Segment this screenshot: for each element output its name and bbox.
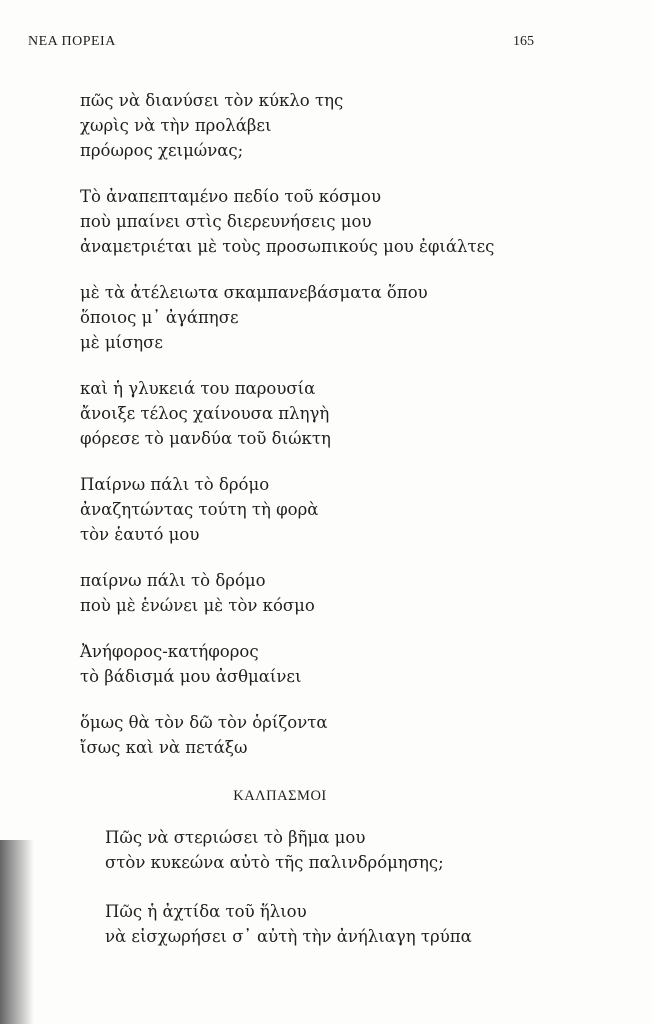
poem-line: ἀναμετριέται μὲ τοὺς προσωπικούς μου ἐφιάλτες	[80, 237, 495, 256]
poem-line: μὲ μίσησε	[80, 333, 163, 352]
poem-line: καὶ ἡ γλυκειά του παρουσία	[80, 379, 316, 398]
poem-line: χωρὶς νὰ τὴν προλάβει	[80, 116, 272, 135]
poem-line: ὅποιος μ᾿ ἀγάπησε	[80, 308, 239, 327]
poem-line: φόρεσε τὸ μανδύα τοῦ διώκτη	[80, 429, 331, 448]
stanza	[105, 899, 625, 949]
poem-line: παίρνω πάλι τὸ δρόμο	[80, 571, 266, 590]
poem-line: πρόωρος χειμώνας;	[80, 141, 244, 160]
stanza	[80, 280, 600, 355]
poem-line: μὲ τὰ ἀτέλειωτα σκαμπανεβάσματα ὅπου	[80, 283, 428, 302]
poem-line: Πῶς ἡ ἀχτίδα τοῦ ἥλιου	[105, 902, 307, 921]
poem-line: ὅμως θὰ τὸν δῶ τὸν ὁρίζοντα	[80, 713, 328, 732]
running-head: ΝΕΑ ΠΟΡΕΙΑ	[28, 34, 116, 49]
poem-line: ἄνοιξε τέλος χαίνουσα πληγὴ	[80, 404, 330, 423]
poem-line: στὸν κυκεώνα αὐτὸ τῆς παλινδρόμησης;	[105, 853, 444, 872]
poem-line: ποὺ μπαίνει στὶς διερευνήσεις μου	[80, 212, 372, 231]
stanza	[80, 568, 600, 618]
poem-line: ἴσως καὶ νὰ πετάξω	[80, 738, 248, 757]
poem-line: Πῶς νὰ στεριώσει τὸ βῆμα μου	[105, 828, 366, 847]
poem-line: Ἀνήφορος-κατήφορος	[80, 642, 259, 661]
stanza	[80, 88, 600, 163]
poem-continued	[80, 88, 600, 781]
stanza	[80, 472, 600, 547]
poem-line: ποὺ μὲ ἑνώνει μὲ τὸν κόσμο	[80, 596, 315, 615]
poem-line: Παίρνω πάλι τὸ δρόμο	[80, 475, 270, 494]
stanza	[80, 376, 600, 451]
poem-kalpasmoi	[105, 825, 625, 973]
poem-line: πῶς νὰ διανύσει τὸν κύκλο της	[80, 91, 344, 110]
stanza	[105, 825, 625, 875]
poem-line: τὸν ἑαυτό μου	[80, 525, 200, 544]
stanza	[80, 184, 600, 259]
poem-title: ΚΑΛΠΑΣΜΟΙ	[233, 788, 327, 804]
poem-line: Τὸ ἀναπεπταμένο πεδίο τοῦ κόσμου	[80, 187, 381, 206]
page-number: 165	[513, 34, 534, 49]
poem-line: τὸ βάδισμά μου ἀσθμαίνει	[80, 667, 302, 686]
binding-shadow	[0, 840, 34, 1024]
stanza	[80, 710, 600, 760]
stanza	[80, 639, 600, 689]
poem-line: νὰ εἰσχωρήσει σ᾿ αὐτὴ τὴν ἀνήλιαγη τρύπα	[105, 927, 472, 946]
poem-line: ἀναζητώντας τούτη τὴ φορὰ	[80, 500, 319, 519]
